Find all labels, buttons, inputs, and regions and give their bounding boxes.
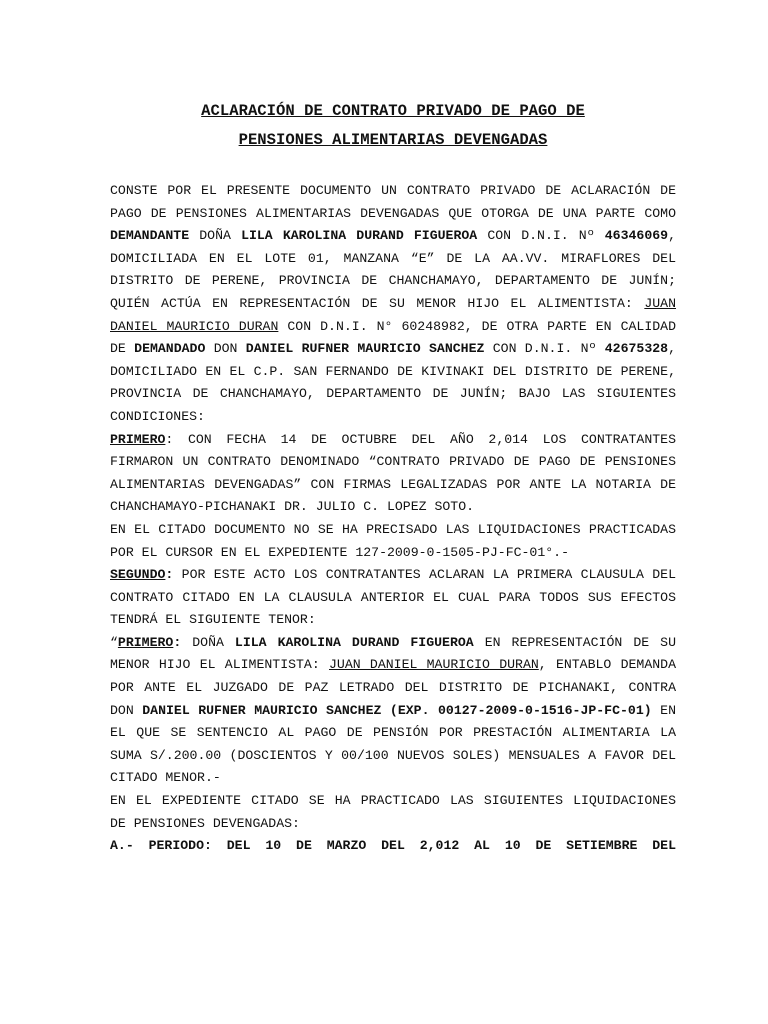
demandante-name: LILA KAROLINA DURAND FIGUEROA	[234, 634, 474, 650]
demandante-name: LILA KAROLINA DURAND FIGUEROA	[241, 228, 478, 244]
clause-segundo	[110, 564, 676, 632]
quoted-clause-label: PRIMERO	[117, 634, 174, 650]
document-body	[110, 180, 676, 858]
demandado-label: DEMANDADO	[134, 341, 206, 357]
periodo-text: A.- PERIODO: DEL 10 DE MARZO DEL 2,012 AL 10 DE SETIEMBRE DEL	[110, 838, 676, 854]
intro-text: DOÑA	[189, 228, 242, 244]
document-title-line-1: ACLARACIÓN DE CONTRATO PRIVADO DE PAGO DE	[201, 102, 585, 120]
intro-text: CON D.N.I. Nº	[477, 228, 605, 244]
clause-segundo-label: SEGUNDO	[110, 567, 166, 583]
citado-paragraph: EN EL CITADO DOCUMENTO NO SE HA PRECISADO LAS LIQUIDACIONES PRACTICADAS POR EL CURSOR EN EL EXPEDIENTE 127-2009-0-1505-PJ-FC-01°.-	[110, 521, 676, 560]
quoted-clause	[110, 632, 676, 790]
intro-text: DON	[205, 341, 246, 357]
intro-text: , DOMICILIADA EN EL LOTE 01, MANZANA “E” DE LA AA.VV. MIRAFLORES DEL DISTRITO DE PERENE, PROVINCIA DE CHANCHAMAYO, DEPARTAMENTO DE JUNÍN; QUIÉN ACTÚA EN REPRESENTACIÓN DE SU MENOR HIJO EL ALIMENTISTA:	[110, 228, 676, 311]
intro-text: CONSTE POR EL PRESENTE DOCUMENTO UN CONTRATO PRIVADO DE ACLARACIÓN DE PAGO DE PENSIONES ALIMENTARIAS DEVENGADAS QUE OTORGA DE UNA PARTE COMO	[110, 183, 676, 221]
intro-text: CON D.N.I. N° 60248982, DE OTRA PARTE EN CALIDAD DE	[110, 318, 676, 357]
intro-text: CON D.N.I. Nº	[484, 341, 605, 357]
clause-primero-text: : CON FECHA 14 DE OCTUBRE DEL AÑO 2,014 LOS CONTRATANTES FIRMARON UN CONTRATO DENOMINADO “CONTRATO PRIVADO DE PAGO DE PENSIONES ALIMENTARIAS DEVENGADAS” CON FIRMAS LEGALIZADAS POR ANTE LA NOTARIA DE CHANCHAMAYO-PICHANAKI DR. JULIO C. LOPEZ SOTO.	[110, 431, 676, 515]
quoted-text: DOÑA	[181, 634, 235, 650]
alimentista-name: JUAN DANIEL MAURICIO DURAN	[110, 295, 676, 334]
periodo-line	[110, 835, 676, 858]
quoted-clause-colon: :	[173, 634, 182, 650]
clause-segundo-colon: :	[165, 567, 174, 583]
quoted-text: EN REPRESENTACIÓN DE SU MENOR HIJO EL ALIMENTISTA:	[110, 634, 677, 673]
clause-primero	[110, 429, 676, 519]
quoted-text: EN EL QUE SE SENTENCIO AL PAGO DE PENSIÓN POR PRESTACIÓN ALIMENTARIA LA SUMA S/.200.00 (DOSCIENTOS Y 00/100 NUEVOS SOLES) MENSUALES A FAVOR DEL CITADO MENOR.-	[110, 702, 677, 786]
clause-segundo-text: POR ESTE ACTO LOS CONTRATANTES ACLARAN LA PRIMERA CLAUSULA DEL CONTRATO CITADO EN LA CLAUSULA ANTERIOR EL CUAL PARA TODOS SUS EFECTOS TENDRÁ EL SIGUIENTE TENOR:	[110, 567, 676, 628]
demandante-dni: 46346069	[604, 228, 669, 244]
demandado-dni: 42675328	[604, 341, 669, 357]
demandado-name: DANIEL RUFNER MAURICIO SANCHEZ	[245, 341, 485, 357]
clause-primero-label: PRIMERO	[110, 431, 166, 447]
intro-paragraph	[110, 180, 676, 429]
expediente-paragraph: EN EL EXPEDIENTE CITADO SE HA PRACTICADO LAS SIGUIENTES LIQUIDACIONES DE PENSIONES DEVENGADAS:	[110, 793, 676, 831]
intro-text: , DOMICILIADO EN EL C.P. SAN FERNANDO DE KIVINAKI DEL DISTRITO DE PERENE, PROVINCIA DE CHANCHAMAYO, DEPARTAMENTO DE JUNÍN; BAJO LAS SIGUIENTES CONDICIONES:	[110, 341, 676, 424]
demandado-name-expediente: DANIEL RUFNER MAURICIO SANCHEZ (EXP. 00127-2009-0-1516-JP-FC-01)	[142, 702, 652, 718]
demandante-label: DEMANDANTE	[110, 228, 190, 244]
alimentista-name: JUAN DANIEL MAURICIO DURAN	[329, 657, 539, 673]
quoted-text: , ENTABLO DEMANDA POR ANTE EL JUZGADO DE PAZ LETRADO DEL DISTRITO DE PICHANAKI, CONTRA DON	[110, 657, 676, 718]
document-title-line-2: PENSIONES ALIMENTARIAS DEVENGADAS	[238, 131, 548, 149]
open-quote: “	[110, 634, 118, 650]
